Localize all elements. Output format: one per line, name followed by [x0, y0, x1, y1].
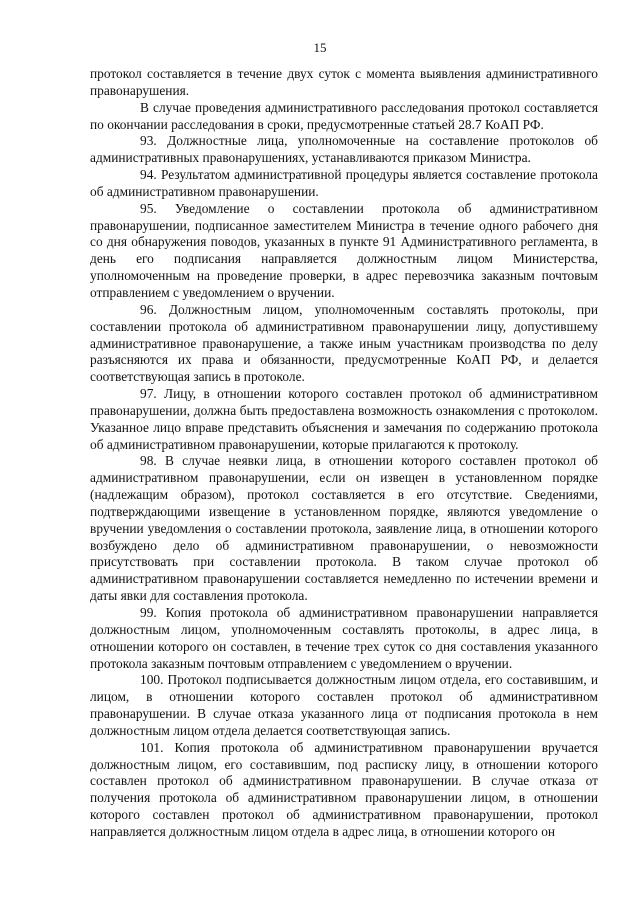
page-number: 15 [313, 40, 327, 55]
paragraph-100: 100. Протокол подписывается должностным лицом отдела, его составившим, и лицом, в отношении которого составлен протокол об административном правонарушении. В случае отказа указанного лица от подписания протокола в нем должностным лицом отдела делается соответствующая запись. [90, 672, 598, 738]
paragraph-101: 101. Копия протокола об административном правонарушении вручается должностным лицом, его составившим, под расписку лицу, в отношении которого составлен протокол об административном правонарушении. В случае отказа от получения протокола об административном правонарушении лицом, в отношении которого составлен протокол об административном правонарушении, протокол направляется должностным лицом отдела в адрес лица, в отношении которого он [90, 739, 598, 839]
paragraph-98: 98. В случае неявки лица, в отношении которого составлен протокол об административном правонарушении, если он извещен в установленном порядке (надлежащим образом), протокол составляется в его отсутствие. Сведениями, подтверждающими извещение в установленном порядке, являются уведомление о вручении уведомления о составлении протокола, заявление лица, в отношении которого возбуждено дело об административном правонарушении, о невозможности присутствовать при составлении протокола. В таком случае протокол об административном правонарушении составляется немедленно по истечении времени и даты явки для составления протокола. [90, 453, 598, 604]
paragraph-investigation: В случае проведения административного расследования протокол составляется по окончании расследования в сроки, предусмотренные статьей 28.7 КоАП РФ. [90, 99, 598, 132]
paragraph-96: 96. Должностным лицом, уполномоченным составлять протоколы, при составлении протокола об административном правонарушении лицу, допустившему административное правонарушение, а также иным участникам производства по делу разъясняются их права и обязанности, предусмотренные КоАП РФ, и делается соответствующая запись в протоколе. [90, 301, 598, 385]
paragraph-99: 99. Копия протокола об административном правонарушении направляется должностным лицом, уполномоченным составлять протоколы, в адрес лица, в отношении которого он составлен, в течение трех суток со дня составления указанного протокола заказным почтовым отправлением с уведомлением о вручении. [90, 605, 598, 671]
paragraph-97: 97. Лицу, в отношении которого составлен протокол об административном правонарушении, должна быть предоставлена возможность ознакомления с протоколом. Указанное лицо вправе представить объяснения и замечания по содержанию протокола об административном правонарушении, которые прилагаются к протоколу. [90, 386, 598, 452]
paragraph-continuation: протокол составляется в течение двух суток с момента выявления административного правонарушения. [90, 66, 598, 98]
paragraph-95: 95. Уведомление о составлении протокола об административном правонарушении, подписанное заместителем Министра в течение одного рабочего дня со дня обнаружения поводов, указанных в пункте 91 Административного регламента, в день его подписания направляется должностным лицом Министерства, уполномоченным на проведение проверки, в адрес перевозчика заказным почтовым отправлением с уведомлением о вручении. [90, 200, 598, 300]
paragraph-94: 94. Результатом административной процедуры является составление протокола об административном правонарушении. [90, 167, 598, 199]
document-body [90, 66, 598, 841]
paragraph-93: 93. Должностные лица, уполномоченные на составление протоколов об административных правонарушениях, устанавливаются приказом Министра. [90, 133, 598, 166]
